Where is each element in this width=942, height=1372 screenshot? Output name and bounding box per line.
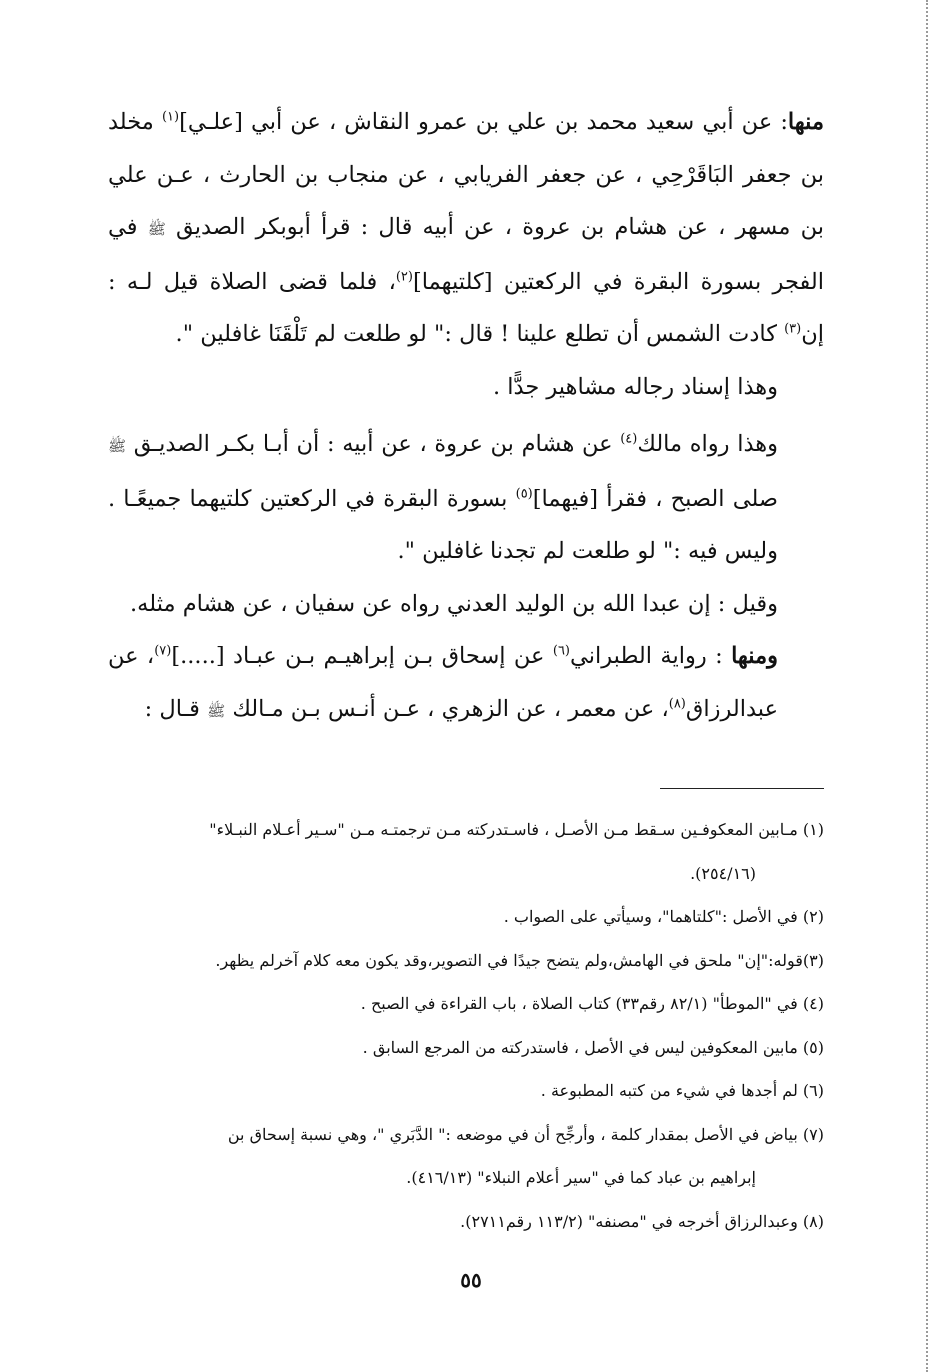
footnote-reference-8[interactable]: (٨) bbox=[668, 696, 686, 711]
footnote-reference-1[interactable]: (١) bbox=[161, 109, 180, 125]
text-run: بسورة البقرة في الركعتين كلتيهما جميعًـا . وليس فيه :" لو طلعت لم تجدنا غافلين ". bbox=[108, 485, 778, 564]
text-run: : رواية الطبراني bbox=[570, 643, 732, 669]
footnote-2: (٢) في الأصل :"كلتاهما"، وسيأتي على الصواب . bbox=[503, 907, 824, 926]
footnote-text: (٧) بياض في الأصل بمقدار كلمة ، وأرجِّح أن في موضعه :" الدَّبَري "، وهي نسبة إسحاق بن bbox=[227, 1124, 824, 1144]
paragraph-5 bbox=[108, 630, 824, 737]
footnote-8: (٨) وعبدالرزاق أخرجه في "مصنفه" (١١٣/٢ رقم٢٧١١). bbox=[460, 1211, 824, 1231]
text-run: كادت الشمس أن تطلع علينا ! قال :" لو طلعت لم تَلْقَنَا غافلين ". bbox=[175, 321, 785, 347]
honorific-glyph: ﷺ bbox=[108, 437, 127, 455]
binding-edge-dots bbox=[926, 0, 928, 1372]
footnote-5: (٥) مابين المعكوفين ليس في الأصل ، فاستدركته من المرجع السابق . bbox=[362, 1037, 824, 1057]
paragraph-2: وهذا إسناد رجاله مشاهير جدًّا . bbox=[492, 373, 778, 400]
footnote-6: (٦) لم أجدها في شيء من كتبه المطبوعة . bbox=[540, 1081, 824, 1100]
main-text bbox=[108, 96, 824, 737]
text-run: ، عن عبدالرزاق bbox=[108, 643, 778, 722]
text-run: : عن أبي سعيد محمد بن علي بن عمرو النقاش ، عن أبي [علـي] bbox=[179, 109, 788, 135]
paragraph-lead-word: منها bbox=[787, 109, 824, 135]
text-run: في الفجر بسورة البقرة في الركعتين [كلتيهما] bbox=[108, 214, 824, 295]
text-run: صلى الصبح ، فقرأ [فيهما] bbox=[532, 485, 778, 512]
footnote-reference-4[interactable]: (٤) bbox=[620, 431, 638, 447]
footnote-reference-7[interactable]: (٧) bbox=[154, 643, 172, 659]
footnote-reference-5[interactable]: (٥) bbox=[515, 486, 533, 501]
paragraph-lead-word: ومنها bbox=[731, 643, 778, 669]
footnote-3: (٣)قوله:"إن" ملحق في الهامش،ولم يتضح جيدًا في التصوير،وقد يكون معه كلام آخرلم يظهر. bbox=[215, 950, 824, 970]
text-run: عن إسحاق بـن إبراهيـم بـن عبـاد [.....] bbox=[171, 643, 553, 669]
honorific-glyph: ﷺ bbox=[207, 701, 226, 720]
footnote-4: (٤) في "الموطأ" (٨٢/١ رقم٣٣) كتاب الصلاة ، باب القراءة في الصبح . bbox=[360, 994, 824, 1013]
text-run: وهذا رواه مالك bbox=[637, 431, 778, 457]
text-run: ، عن معمر ، عن الزهري ، عـن أنـس بـن مـالك bbox=[225, 695, 669, 722]
footnotes bbox=[100, 808, 824, 1243]
footnote-1 bbox=[100, 808, 824, 895]
footnote-reference-3[interactable]: (٣) bbox=[784, 321, 802, 337]
paragraph-4: وقيل : إن عبدا الله بن الوليد العدني رواه عن سفيان ، عن هشام مثله. bbox=[130, 590, 778, 617]
text-run: مخلد بن جعفر البَاقَرْحِي ، عن جعفر الفريابي ، عن منجاب بن الحارث ، عـن علي بن مسهر ، عن هشام بن عروة ، عن أبيه قال : قرأ أبوبكر الصديق bbox=[108, 109, 824, 240]
paragraph-1 bbox=[108, 96, 824, 361]
text-run: قـال : bbox=[144, 695, 208, 722]
footnote-divider bbox=[660, 788, 824, 789]
footnote-text: (١) مـابين المعكوفـين سـقط مـن الأصـل ، فاسـتدركته مـن ترجمتـه مـن "سـير أعـلام النبـلاء" bbox=[209, 820, 824, 839]
paragraph-3 bbox=[108, 418, 824, 578]
text-run: عن هشام بن عروة ، عن أبيه : أن أبـا بكـر الصديـق bbox=[126, 431, 621, 457]
footnote-7 bbox=[100, 1113, 824, 1200]
page-number: ٥٥ bbox=[460, 1268, 482, 1292]
text-run: ، فلما قضى الصلاة قيل لـه : إن bbox=[108, 268, 824, 347]
footnote-reference-6[interactable]: (٦) bbox=[552, 643, 570, 659]
footnote-continuation: إبراهيم بن عباد كما في "سير أعلام النبلاء" (٤١٦/١٣). bbox=[406, 1168, 756, 1187]
footnote-continuation: (٢٥٤/١٦). bbox=[690, 863, 756, 883]
honorific-glyph: ﷺ bbox=[147, 220, 166, 238]
footnote-reference-2[interactable]: (٢) bbox=[395, 269, 413, 284]
